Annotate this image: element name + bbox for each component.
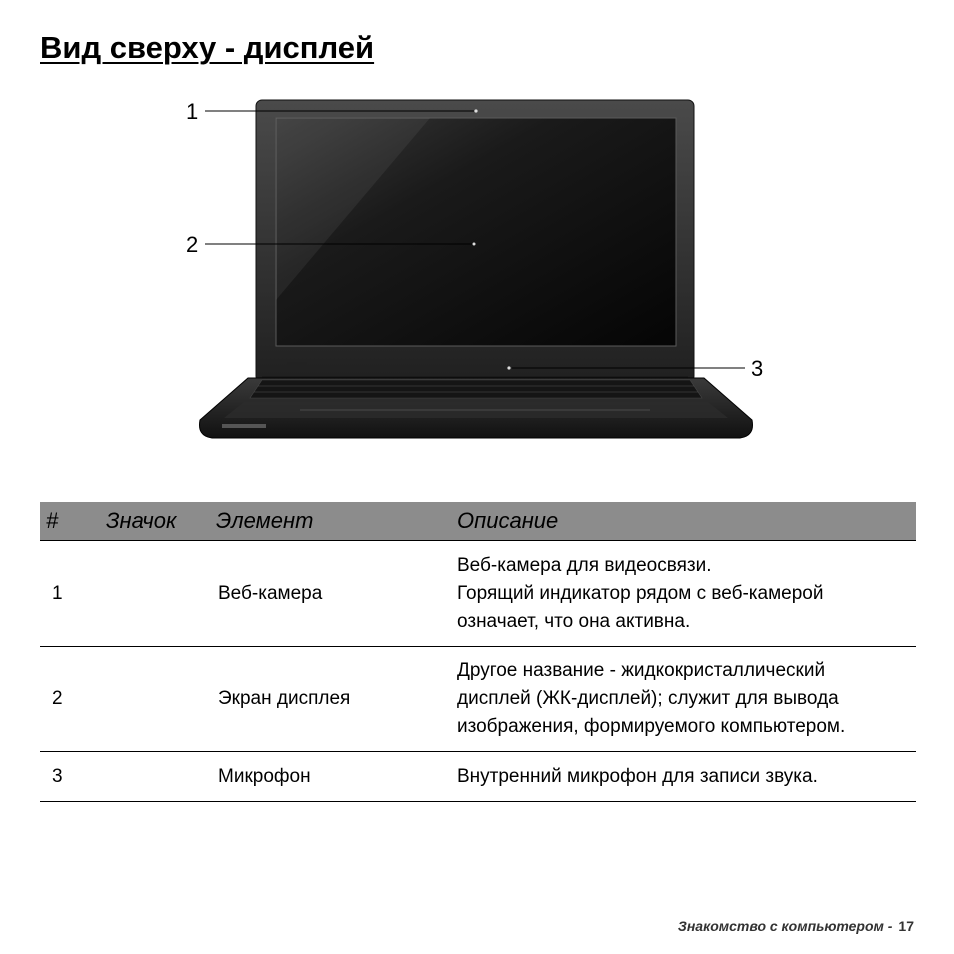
table-row — [40, 541, 916, 647]
header-icon: Значок — [104, 502, 216, 541]
description-line: означает, что она активна. — [457, 610, 691, 632]
callout-label-1: 1 — [186, 99, 199, 124]
table-row — [40, 752, 916, 802]
row-num: 1 — [40, 541, 104, 647]
header-num: # — [40, 502, 104, 541]
description-line: изображения, формируемого компьютером. — [457, 716, 846, 737]
row-element: Микрофон — [216, 752, 457, 802]
description-line: Другое название - жидкокристаллический — [457, 660, 826, 681]
footer-section-title: Знакомство с компьютером - — [677, 918, 893, 934]
row-icon — [104, 752, 216, 802]
description-line: Веб-камера для видеосвязи. — [457, 554, 712, 576]
row-element: Экран дисплея — [216, 647, 457, 752]
row-description — [457, 647, 916, 752]
row-num: 3 — [40, 752, 104, 802]
microphone — [507, 366, 510, 369]
description-line: Внутренний микрофон для записи звука. — [457, 765, 818, 787]
row-description — [457, 752, 916, 802]
description-line: дисплей (ЖК-дисплей); служит для вывода — [457, 688, 839, 709]
page-title: Вид сверху - дисплей — [40, 30, 375, 65]
description-line: Горящий индикатор рядом с веб-камерой — [457, 582, 824, 604]
header-element: Элемент — [216, 502, 457, 541]
row-num: 2 — [40, 647, 104, 752]
webcam — [474, 109, 477, 112]
callout-label-3: 3 — [751, 356, 764, 381]
page-footer — [678, 918, 914, 934]
row-element: Веб-камера — [216, 541, 457, 647]
row-description — [457, 541, 916, 647]
table-header-row — [40, 502, 916, 541]
row-icon — [104, 541, 216, 647]
table-row — [40, 647, 916, 752]
row-icon — [104, 647, 216, 752]
page-number: 17 — [898, 918, 914, 934]
callout-label-2: 2 — [186, 232, 199, 257]
components-table — [40, 502, 916, 802]
header-description: Описание — [457, 502, 916, 541]
